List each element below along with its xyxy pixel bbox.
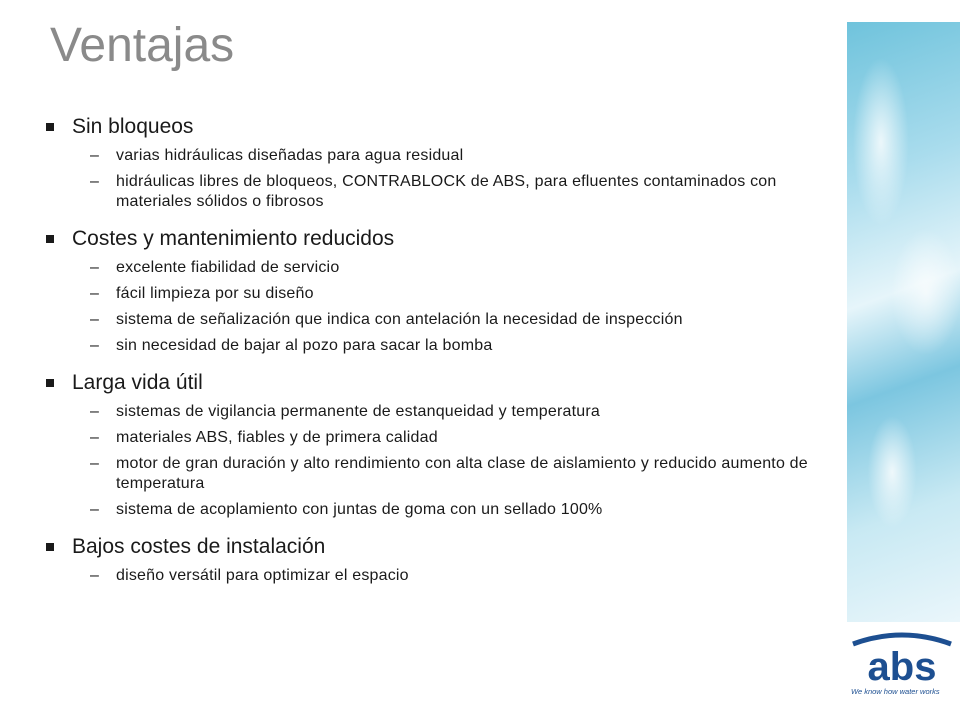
- bullet-square-icon: [46, 543, 54, 551]
- list-item: – materiales ABS, fiables y de primera calidad: [90, 429, 438, 446]
- list-item: – motor de gran duración y alto rendimiento con alta clase de aislamiento y reducido aumento de temperatura: [90, 455, 808, 492]
- bullet-square-icon: [46, 235, 54, 243]
- section-bajos-costes: [46, 532, 826, 586]
- list-item: – diseño versátil para optimizar el espacio: [90, 567, 409, 584]
- list-item: – sistema de señalización que indica con antelación la necesidad de inspección: [90, 311, 683, 328]
- section-sin-bloqueos: [46, 112, 826, 212]
- list-item: – sistemas de vigilancia permanente de estanqueidad y temperatura: [90, 403, 600, 420]
- section-larga-vida: [46, 368, 826, 520]
- bullet-square-icon: [46, 123, 54, 131]
- list-item: – sistema de acoplamiento con juntas de goma con un sellado 100%: [90, 501, 603, 518]
- section-heading: Bajos costes de instalación: [72, 535, 326, 558]
- list-item: – sin necesidad de bajar al pozo para sacar la bomba: [90, 337, 493, 354]
- logo-text: abs: [867, 645, 937, 689]
- bullet-square-icon: [46, 379, 54, 387]
- section-heading: Costes y mantenimiento reducidos: [72, 227, 395, 250]
- section-heading: Larga vida útil: [72, 371, 203, 394]
- section-costes: [46, 224, 826, 356]
- list-item: – hidráulicas libres de bloqueos, CONTRABLOCK de ABS, para efluentes contaminados con materiales sólidos o fibrosos: [90, 173, 777, 210]
- water-image: [847, 22, 960, 622]
- slide-content: [46, 112, 826, 598]
- list-item: – excelente fiabilidad de servicio: [90, 259, 340, 276]
- list-item: – fácil limpieza por su diseño: [90, 285, 314, 302]
- slide-title: Ventajas: [50, 19, 235, 72]
- logo-tagline: We know how water works: [851, 687, 940, 696]
- section-heading: Sin bloqueos: [72, 115, 194, 138]
- list-item: – varias hidráulicas diseñadas para agua residual: [90, 147, 464, 164]
- abs-logo: [845, 630, 960, 710]
